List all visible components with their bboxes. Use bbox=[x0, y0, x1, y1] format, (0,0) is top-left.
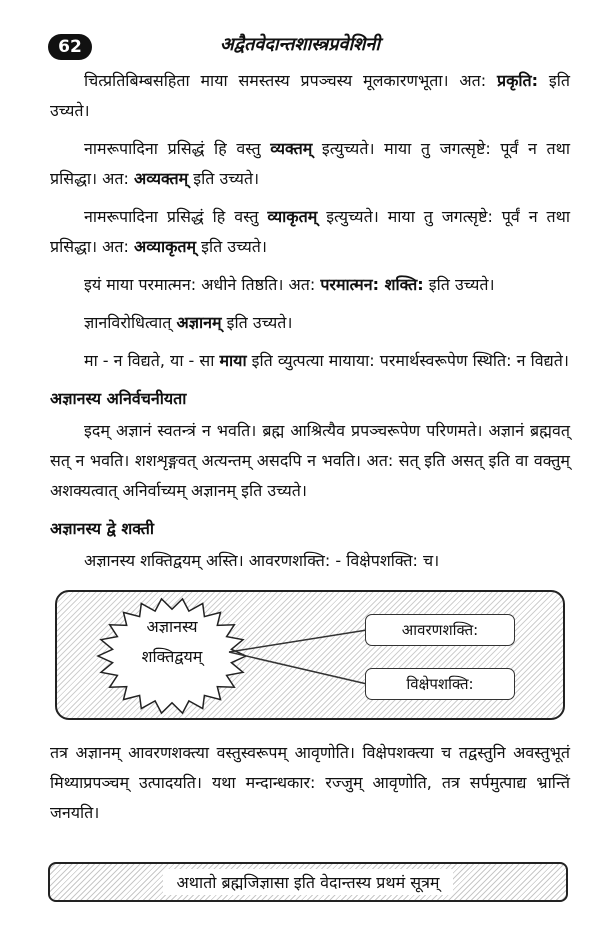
paragraph-shaktidvayam: अज्ञानस्य शक्तिद्वयम् अस्ति। आवरणशक्ति: - विक्षेपशक्ति: च। bbox=[84, 551, 440, 570]
running-title: अद्वैतवेदान्तशास्त्रप्रवेशिनी bbox=[219, 34, 381, 55]
burst-label bbox=[97, 612, 247, 672]
text-span: इति उच्यते। bbox=[423, 275, 495, 294]
shakti-diagram bbox=[55, 590, 565, 720]
section-heading-anirvachaniyata: अज्ञानस्य अनिर्वचनीयता bbox=[50, 389, 187, 408]
connector-line-top bbox=[229, 630, 367, 652]
text-span: इति उच्यते। bbox=[188, 169, 260, 188]
text-span: मा - न विद्यते, या - सा bbox=[84, 351, 220, 370]
paragraph-anirvachaniyata: इदम् अज्ञानं स्वतन्त्रं न भवति। ब्रह्म आश्रित्यैव प्रपञ्चरूपेण परिणमते। अज्ञानं ब्रह्मवत् सत् न भवति। शशशृङ्गवत् अत्यन्तम् असदपि न भवति। अत: सत् इति असत् इति वा वक्तुम् अशक्यत्वात् अनिर्वाच्यम् अज्ञानम् इति उच्यते। bbox=[50, 421, 570, 500]
text-span: इति उच्यते। bbox=[196, 237, 267, 256]
paragraph-ajnanam bbox=[50, 308, 570, 338]
text-span: इत्युच्यते। माया तु जगत्सृष्टे: पूर्वं न तथा प्रसिद्धा। अत: bbox=[50, 207, 570, 256]
page-number-badge: 62 bbox=[48, 34, 92, 60]
text-span: इत्युच्यते। माया तु जगत्सृष्टे: पूर्वं न तथा प्रसिद्धा। अत: bbox=[50, 139, 571, 188]
term-avyaktam: अव्यक्तम् bbox=[133, 169, 189, 188]
term-maya: माया bbox=[219, 351, 247, 370]
term-ajnanam: अज्ञानम् bbox=[176, 313, 222, 332]
term-vyaktam: व्यक्तम् bbox=[270, 139, 313, 158]
main-text bbox=[50, 66, 570, 586]
paragraph-maya-etymology bbox=[50, 346, 570, 376]
paragraph-avyaktam bbox=[50, 134, 570, 194]
text-span: नामरूपादिना प्रसिद्धं हि वस्तु bbox=[84, 139, 271, 158]
burst-label-line1: अज्ञानस्य bbox=[146, 617, 198, 636]
paragraph-prakriti bbox=[50, 66, 570, 126]
text-span: इति व्युत्पत्या मायाया: परमार्थस्वरूपेण स्थिति: न विद्यते। bbox=[246, 351, 569, 370]
paragraph-avyakritam bbox=[50, 202, 570, 262]
page-header bbox=[0, 30, 600, 66]
closing-text bbox=[50, 738, 570, 836]
section-heading-dve-shakti: अज्ञानस्य द्वे शक्ती bbox=[50, 519, 155, 538]
box-vikshepa-shakti: विक्षेपशक्ति: bbox=[365, 668, 515, 700]
burst-label-line2: शक्तिद्वयम् bbox=[141, 647, 203, 666]
sutra-banner bbox=[48, 862, 568, 902]
text-span: इति उच्यते। bbox=[221, 313, 293, 332]
text-span: ज्ञानविरोधित्वात् bbox=[84, 313, 177, 332]
paragraph-tatra-ajnanam: तत्र अज्ञानम् आवरणशक्त्या वस्तुस्वरूपम् आवृणोति। विक्षेपशक्त्या च तद्वस्तुनि अवस्तुभूतं मिथ्याप्रपञ्चम् उत्पादयति। यथा मन्दान्धकार: रज्जुम् आवृणोति, तत्र सर्पमुत्पाद्य भ्रान्तिं जनयति। bbox=[50, 743, 570, 822]
term-vyakritam: व्याकृतम् bbox=[267, 207, 318, 226]
text-span: नामरूपादिना प्रसिद्धं हि वस्तु bbox=[84, 207, 268, 226]
text-span: इयं माया परमात्मन: अधीने तिष्ठति। अत: bbox=[84, 275, 321, 294]
sutra-text: अथातो ब्रह्मजिज्ञासा इति वेदान्तस्य प्रथमं सूत्रम् bbox=[163, 869, 454, 895]
term-prakriti: प्रकृति: bbox=[496, 71, 539, 90]
paragraph-paramatmana-shakti bbox=[50, 270, 570, 300]
text-span: इति उच्यते। bbox=[50, 71, 570, 120]
term-paramatmana-shakti: परमात्मन: शक्ति: bbox=[320, 275, 424, 294]
term-avyakritam: अव्याकृतम् bbox=[133, 237, 197, 256]
box-avarana-shakti: आवरणशक्ति: bbox=[365, 614, 515, 646]
text-span: चित्प्रतिबिम्बसहिता माया समस्तस्य प्रपञ्चस्य मूलकारणभूता। अत: bbox=[84, 71, 497, 90]
connector-line-bottom bbox=[229, 652, 367, 684]
